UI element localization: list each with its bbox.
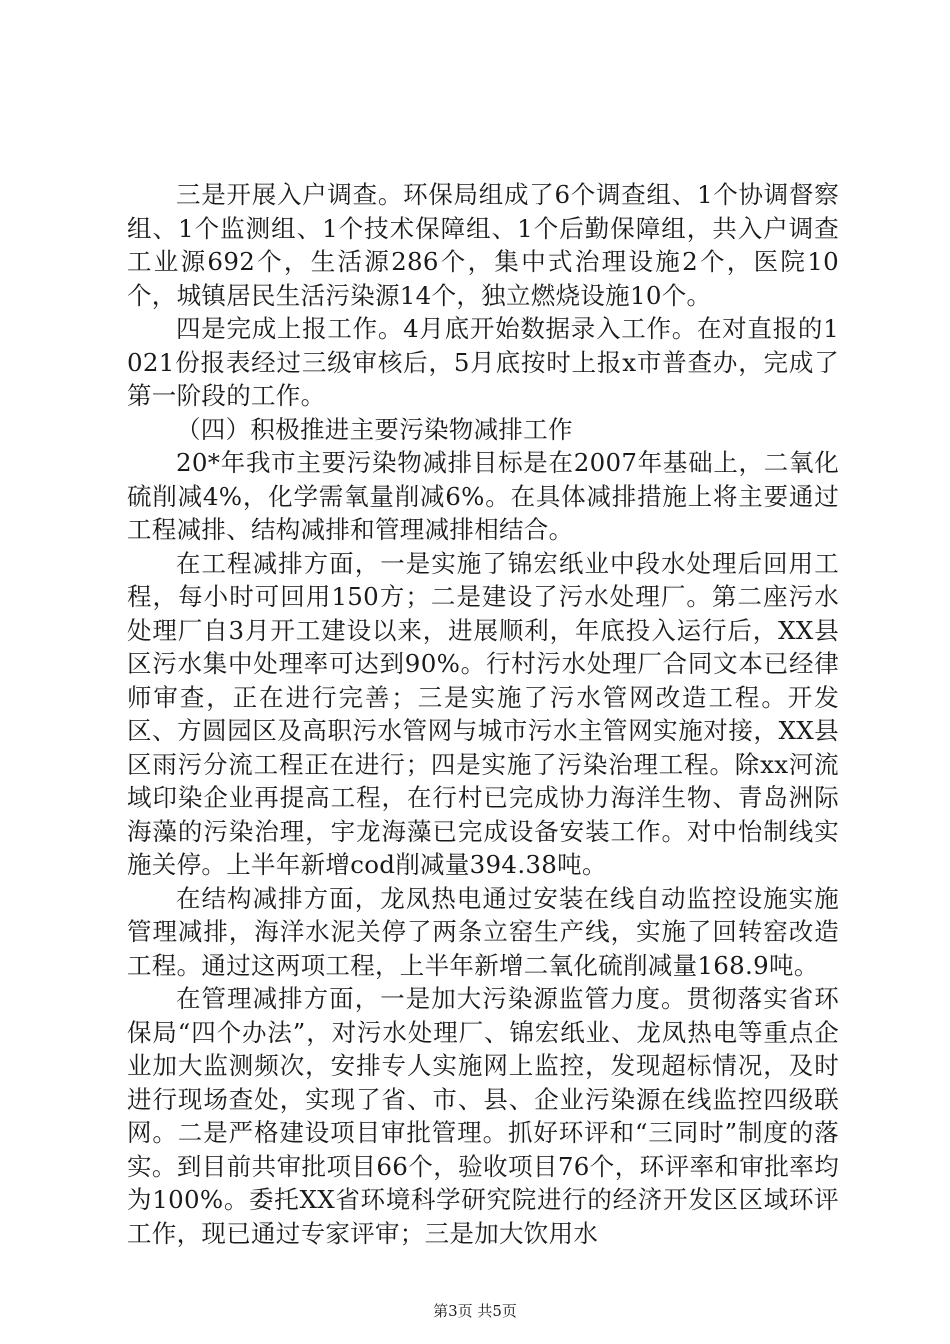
- paragraph-structural-reduction: 在结构减排方面，龙凤热电通过安装在线自动监控设施实施管理减排，海洋水泥关停了两条立窑生产线，实施了回转窑改造工程。通过这两项工程，上半年新增二氧化硫削减量168.9吨。: [127, 883, 839, 980]
- paragraph-reporting: 四是完成上报工作。4月底开始数据录入工作。在对直报的1021份报表经过三级审核后，5月底按时上报x市普查办，完成了第一阶段的工作。: [127, 314, 839, 410]
- paragraph-engineering-reduction: 在工程减排方面，一是实施了锦宏纸业中段水处理后回用工程，每小时可回用150方；二是建设了污水处理厂。第二座污水处理厂自3月开工建设以来，进展顺利，年底投入运行后，XX县区污水集中处理率可达到90%。行村污水处理厂合同文本已经律师审查，正在进行完善；三是实施了污水管网改造工程。开发区、方圆园区及高职污水管网与城市污水主管网实施对接，XX县区雨污分流工程正在进行；四是实施了污染治理工程。除xx河流域印染企业再提高工程，在行村已完成协力海洋生物、青岛洲际海藻的污染治理，宇龙海藻已完成设备安装工作。对中怡制线实施关停。上半年新增cod削减量394.38吨。: [127, 548, 839, 879]
- paragraph-reduction-targets: 20*年我市主要污染物减排目标是在2007年基础上，二氧化硫削减4%，化学需氧量削减6%。在具体减排措施上将主要通过工程减排、结构减排和管理减排相结合。: [127, 448, 839, 544]
- paragraph-household-survey: 三是开展入户调查。环保局组成了6个调查组、1个协调督察组、1个监测组、1个技术保障组、1个后勤保障组，共入户调查工业源692个，生活源286个，集中式治理设施2个，医院10个，城镇居民生活污染源14个，独立燃烧设施10个。: [127, 180, 839, 310]
- page-footer: 第3页 共5页: [433, 1302, 517, 1320]
- section-heading-emission-reduction: （四）积极推进主要污染物减排工作: [176, 414, 573, 444]
- paragraph-management-reduction: 在管理减排方面，一是加大污染源监管力度。贯彻落实省环保局“四个办法”，对污水处理厂、锦宏纸业、龙凤热电等重点企业加大监测频次，安排专人实施网上监控，发现超标情况，及时进行现场查处，实现了省、市、县、企业污染源在线监控四级联网。二是严格建设项目审批管理。抓好环评和“三同时”制度的落实。到目前共审批项目66个，验收项目76个，环评率和审批率均为100%。委托XX省环境科学研究院进行的经济开发区区域环评工作，现已通过专家评审；三是加大饮用水: [127, 984, 839, 1248]
- document-body: [127, 178, 839, 1250]
